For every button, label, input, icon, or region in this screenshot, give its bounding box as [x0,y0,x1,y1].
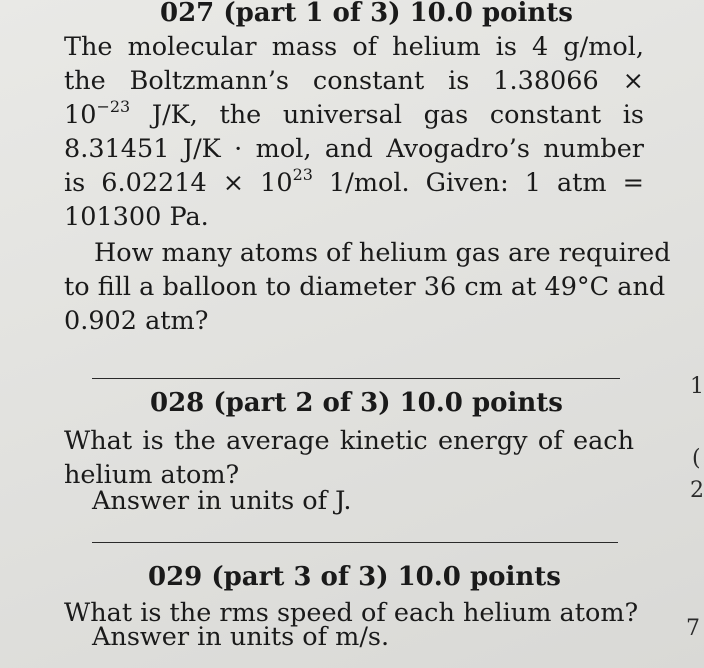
exponent-base: 10 [64,100,97,130]
prompt-line-1: What is the rms speed of each helium atom? [64,598,639,628]
answer-units-029: Answer in units of m/s. [92,622,390,652]
statement-line-1: The molecular mass of helium is 4 g/mol, [64,32,644,62]
avogadro-base: is 6.02214 × 10 [64,168,293,198]
question-027-header: 027 (part 1 of 3) 10.0 points [160,0,573,28]
divider-rule [92,542,618,543]
question-027-prompt [64,236,671,338]
prompt-line-1: What is the average kinetic energy of each [64,426,634,456]
statement-line-6: 101300 Pa. [64,202,209,232]
question-027-statement [64,30,644,234]
question-028-header: 028 (part 2 of 3) 10.0 points [150,388,563,418]
prompt-line-2: helium atom? [64,460,240,490]
statement-line-4: 8.31451 J/K · mol, and Avogadro’s number [64,134,644,164]
edge-glyph-4: 7 [686,616,700,641]
exponent: −23 [96,96,131,116]
statement-line-3-rest: J/K, the universal gas constant is [130,100,644,130]
question-029-header: 029 (part 3 of 3) 10.0 points [148,562,561,592]
prompt-line-3: 0.902 atm? [64,306,209,336]
statement-line-5 [64,166,644,200]
divider-rule [92,378,620,379]
edge-glyph-3: 2 [690,478,704,503]
edge-glyph-1: 1 [690,374,704,399]
avogadro-exponent: 23 [292,164,313,184]
statement-line-3 [64,98,644,132]
prompt-line-1: How many atoms of helium gas are required [94,238,671,268]
edge-glyph-2: ( [692,446,701,471]
statement-line-2: the Boltzmann’s constant is 1.38066 × [64,66,644,96]
answer-units-028: Answer in units of J. [92,486,352,516]
prompt-line-2: to fill a balloon to diameter 36 cm at 49°C and [64,272,666,302]
statement-line-5-rest: 1/mol. Given: 1 atm = [312,168,644,198]
question-028-prompt [64,424,634,492]
